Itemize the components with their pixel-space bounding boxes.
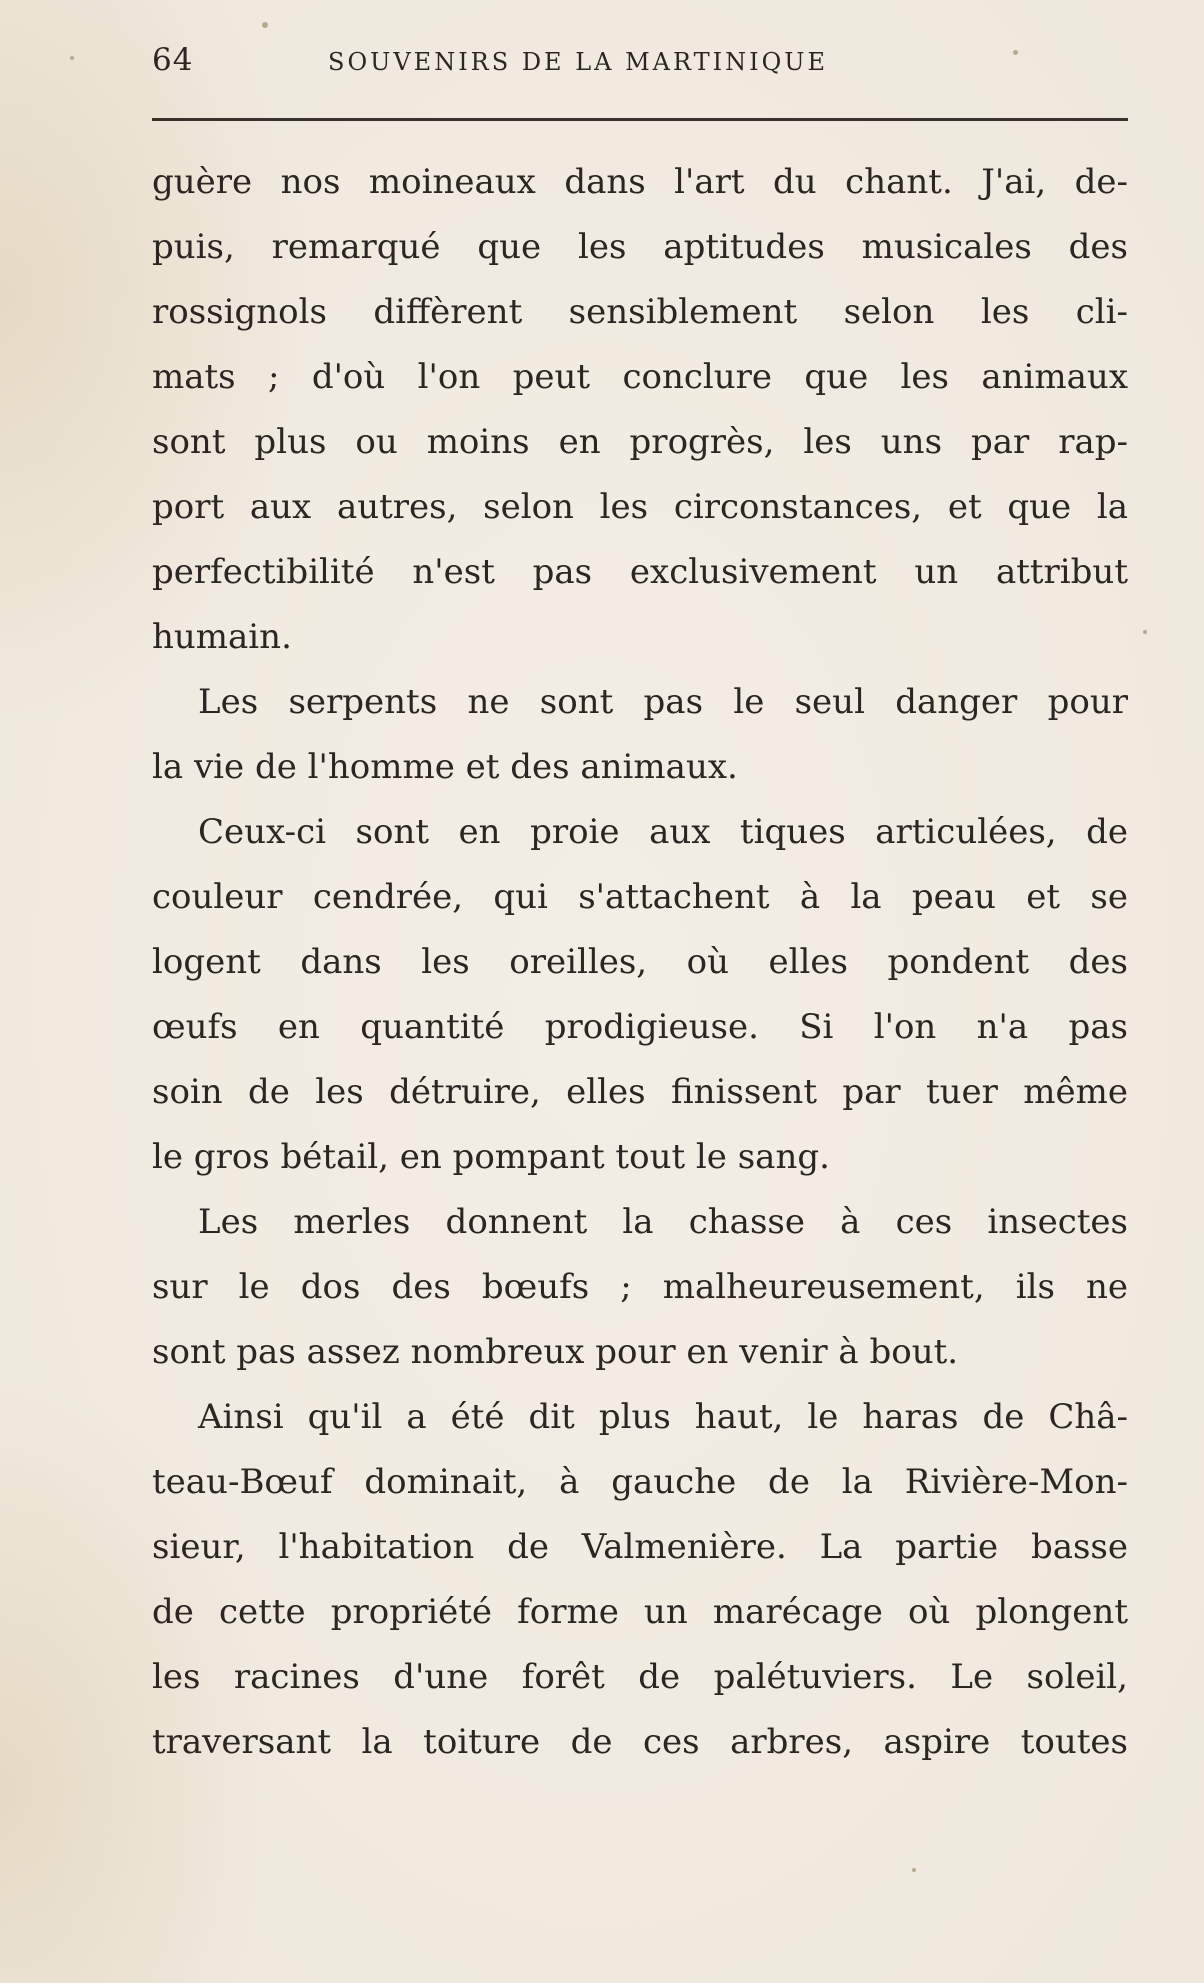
- text-line: Ainsi qu'il a été dit plus haut, le haras de Châ-: [198, 1397, 1128, 1437]
- text-line: sont plus ou moins en progrès, les uns par rap-: [152, 422, 1128, 462]
- text-line: sont pas assez nombreux pour en venir à bout.: [152, 1332, 959, 1372]
- page-header: [152, 42, 1128, 92]
- text-line: sieur, l'habitation de Valmenière. La partie basse: [152, 1527, 1128, 1567]
- text-line: œufs en quantité prodigieuse. Si l'on n'a pas: [152, 1007, 1128, 1047]
- text-line: sur le dos des bœufs ; malheureusement, ils ne: [152, 1267, 1128, 1307]
- page-number: 64: [152, 42, 194, 78]
- text-line: teau-Bœuf dominait, à gauche de la Rivière-Mon-: [152, 1462, 1128, 1502]
- paper-speck: [912, 1868, 916, 1872]
- paper-speck: [70, 56, 74, 60]
- text-line: la vie de l'homme et des animaux.: [152, 747, 738, 787]
- header-rule: [152, 118, 1128, 121]
- text-line: puis, remarqué que les aptitudes musicales des: [152, 227, 1128, 267]
- text-line: guère nos moineaux dans l'art du chant. J'ai, de-: [152, 162, 1128, 202]
- text-line: logent dans les oreilles, où elles pondent des: [152, 942, 1128, 982]
- text-line: de cette propriété forme un marécage où plongent: [152, 1592, 1128, 1632]
- text-line: Ceux-ci sont en proie aux tiques articulées, de: [198, 812, 1128, 852]
- running-title: SOUVENIRS DE LA MARTINIQUE: [328, 48, 829, 76]
- text-line: le gros bétail, en pompant tout le sang.: [152, 1137, 830, 1177]
- text-line: rossignols diffèrent sensiblement selon les cli-: [152, 292, 1128, 332]
- text-line: perfectibilité n'est pas exclusivement un attribut: [152, 552, 1128, 592]
- text-line: Les merles donnent la chasse à ces insectes: [198, 1202, 1128, 1242]
- paper-speck: [1143, 630, 1147, 634]
- text-line: port aux autres, selon les circonstances, et que la: [152, 487, 1128, 527]
- text-line: traversant la toiture de ces arbres, aspire toutes: [152, 1722, 1128, 1762]
- paper-speck: [262, 22, 268, 28]
- text-line: soin de les détruire, elles finissent par tuer même: [152, 1072, 1128, 1112]
- body-text: [152, 150, 1128, 1775]
- text-line: mats ; d'où l'on peut conclure que les animaux: [152, 357, 1128, 397]
- text-line: les racines d'une forêt de palétuviers. Le soleil,: [152, 1657, 1128, 1697]
- text-line: Les serpents ne sont pas le seul danger pour: [198, 682, 1128, 722]
- text-line: couleur cendrée, qui s'attachent à la peau et se: [152, 877, 1128, 917]
- text-line: humain.: [152, 617, 292, 657]
